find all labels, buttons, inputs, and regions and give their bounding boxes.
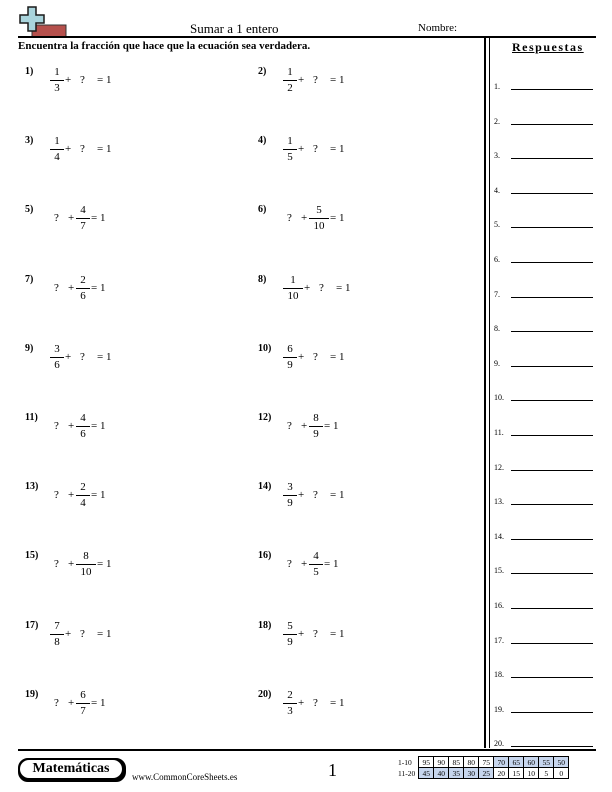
equals-one: = 1 [330, 74, 345, 86]
answer-blank[interactable] [511, 746, 593, 747]
unknown-blank: ? [54, 558, 59, 571]
unknown-blank: ? [287, 212, 292, 225]
unknown-blank: ? [80, 143, 85, 156]
fraction-bar [283, 634, 297, 635]
problem-number: 6) [258, 204, 267, 216]
answer-label: 11. [494, 428, 504, 437]
known-fraction [309, 204, 329, 233]
answer-line-16[interactable] [494, 596, 594, 610]
problem-19 [25, 689, 245, 749]
fraction-bar [50, 149, 64, 150]
plus-sign: + [301, 420, 308, 432]
known-fraction [309, 412, 323, 441]
brand-label: Matemáticas [32, 761, 110, 776]
score-cell: 30 [464, 768, 479, 779]
column-divider-inner [489, 36, 490, 748]
problem-number: 10) [258, 342, 272, 354]
plus-sign: + [298, 143, 305, 156]
problem-number: 5) [25, 204, 34, 216]
plus-sign: + [65, 350, 72, 363]
answer-label: 12. [494, 462, 504, 472]
problem-12 [258, 412, 478, 472]
numerator: 5 [287, 619, 293, 632]
answer-line-20[interactable] [494, 734, 594, 748]
answer-line-7[interactable] [494, 285, 594, 299]
equals-one: = 1 [91, 420, 106, 432]
website-link: www.CommonCoreSheets.es [132, 772, 238, 782]
equals-one: = 1 [97, 143, 112, 156]
score-cell: 10 [524, 768, 539, 779]
denominator: 8 [54, 635, 60, 648]
score-cell: 50 [554, 757, 569, 768]
numerator: 2 [80, 273, 86, 286]
problem-7 [25, 274, 245, 334]
score-cell: 5 [539, 768, 554, 779]
denominator: 4 [54, 151, 60, 164]
answer-blank[interactable] [511, 331, 593, 332]
denominator: 4 [80, 497, 86, 510]
score-table [396, 756, 569, 779]
plus-sign: + [68, 489, 75, 502]
unknown-blank: ? [319, 281, 324, 294]
answer-line-5[interactable] [494, 215, 594, 229]
footer-divider [18, 749, 596, 751]
numerator: 4 [80, 412, 86, 424]
unknown-blank: ? [313, 696, 318, 709]
problem-18 [258, 620, 478, 680]
score-cell: 15 [509, 768, 524, 779]
fraction-bar [76, 426, 90, 427]
answer-line-10[interactable] [494, 388, 594, 402]
answer-label: 19. [494, 704, 504, 714]
unknown-blank: ? [287, 558, 292, 571]
known-fraction [283, 135, 297, 164]
plus-sign: + [298, 696, 305, 709]
unknown-blank: ? [54, 420, 59, 432]
problem-number: 1) [25, 66, 34, 77]
unknown-blank: ? [313, 143, 318, 156]
answer-label: 5. [494, 220, 500, 230]
unknown-blank: ? [287, 420, 292, 432]
plus-sign: + [68, 558, 75, 571]
problem-13 [25, 481, 245, 541]
plus-sign: + [68, 281, 75, 294]
problem-number: 3) [25, 135, 34, 147]
score-cell: 0 [554, 768, 569, 779]
answer-line-15[interactable] [494, 561, 594, 575]
answer-line-9[interactable] [494, 354, 594, 368]
plus-sign: + [304, 281, 311, 294]
known-fraction [76, 274, 90, 303]
answer-line-18[interactable] [494, 665, 594, 679]
equals-one: = 1 [91, 212, 106, 225]
equals-one: = 1 [330, 696, 345, 709]
answer-line-8[interactable] [494, 319, 594, 333]
answer-blank[interactable] [511, 539, 593, 540]
problem-number: 17) [25, 619, 39, 631]
known-fraction [283, 274, 303, 303]
plus-sign: + [301, 212, 308, 225]
numerator: 3 [54, 342, 60, 355]
denominator: 9 [287, 358, 293, 371]
answer-blank[interactable] [511, 158, 593, 159]
answer-label: 18. [494, 670, 504, 680]
known-fraction [76, 204, 90, 233]
problem-number: 11) [25, 412, 38, 423]
answer-label: 9. [494, 358, 500, 368]
equals-one: = 1 [324, 420, 339, 432]
answer-line-4[interactable] [494, 181, 594, 195]
numerator: 8 [83, 550, 89, 563]
unknown-blank: ? [54, 212, 59, 225]
problem-20 [258, 689, 478, 749]
unknown-blank: ? [54, 489, 59, 502]
unknown-blank: ? [80, 74, 85, 86]
known-fraction [283, 66, 297, 95]
numerator: 1 [290, 273, 296, 286]
denominator: 6 [80, 428, 86, 440]
numerator: 1 [287, 66, 293, 78]
answer-blank[interactable] [511, 400, 593, 401]
numerator: 4 [313, 550, 319, 563]
score-cell: 90 [434, 757, 449, 768]
known-fraction [76, 481, 90, 510]
equals-one: = 1 [97, 627, 112, 640]
known-fraction [283, 689, 297, 718]
unknown-blank: ? [313, 74, 318, 86]
answer-blank[interactable] [511, 677, 593, 678]
score-cell: 65 [509, 757, 524, 768]
equals-one: = 1 [91, 281, 106, 294]
problem-9 [25, 343, 245, 403]
problem-number: 18) [258, 619, 272, 631]
answer-blank[interactable] [511, 124, 593, 125]
score-cell: 60 [524, 757, 539, 768]
problem-5 [25, 204, 245, 264]
score-cell: 25 [479, 768, 494, 779]
score-cell: 85 [449, 757, 464, 768]
equals-one: = 1 [330, 350, 345, 363]
fraction-bar [283, 149, 297, 150]
unknown-blank: ? [313, 489, 318, 502]
numerator: 6 [287, 342, 293, 355]
denominator: 9 [287, 497, 293, 510]
known-fraction [309, 550, 323, 579]
score-row-1-10 [396, 757, 569, 768]
numerator: 4 [80, 204, 86, 217]
plus-sign: + [68, 696, 75, 709]
problem-number: 8) [258, 273, 267, 285]
header-divider [18, 36, 596, 38]
answer-blank[interactable] [511, 608, 593, 609]
known-fraction [283, 343, 297, 372]
equals-one: = 1 [330, 143, 345, 156]
score-cell: 40 [434, 768, 449, 779]
problem-16 [258, 550, 478, 610]
known-fraction [76, 550, 96, 579]
problem-number: 4) [258, 135, 267, 147]
answer-line-3[interactable] [494, 146, 594, 160]
known-fraction [283, 481, 297, 510]
unknown-blank: ? [313, 627, 318, 640]
denominator: 7 [80, 704, 86, 717]
unknown-blank: ? [80, 350, 85, 363]
answer-label: 7. [494, 289, 500, 299]
problem-number: 7) [25, 273, 34, 285]
fraction-bar [283, 80, 297, 81]
fraction-bar [283, 703, 297, 704]
denominator: 3 [54, 82, 60, 94]
equals-one: = 1 [324, 558, 339, 571]
problem-number: 20) [258, 688, 272, 700]
denominator: 5 [313, 566, 319, 579]
fraction-bar [309, 564, 323, 565]
answer-blank[interactable] [511, 712, 593, 713]
fraction-bar [309, 218, 329, 219]
denominator: 9 [287, 635, 293, 648]
answer-blank[interactable] [511, 227, 593, 228]
answer-line-13[interactable] [494, 492, 594, 506]
fraction-bar [76, 564, 96, 565]
unknown-blank: ? [54, 281, 59, 294]
name-label: Nombre: [418, 22, 458, 34]
problem-number: 15) [25, 550, 39, 562]
equals-one: = 1 [336, 281, 351, 294]
score-row-label: 11-20 [398, 768, 416, 778]
denominator: 9 [313, 428, 319, 440]
problem-number: 12) [258, 412, 272, 423]
denominator: 7 [80, 220, 86, 233]
score-cell: 45 [419, 768, 434, 779]
answer-label: 13. [494, 497, 504, 507]
known-fraction [50, 135, 64, 164]
problem-number: 9) [25, 342, 34, 354]
plus-sign: + [298, 489, 305, 502]
answer-blank[interactable] [511, 435, 593, 436]
problem-number: 19) [25, 688, 39, 700]
plus-sign: + [298, 627, 305, 640]
column-divider [484, 36, 486, 748]
denominator: 6 [54, 358, 60, 371]
answer-line-11[interactable] [494, 423, 594, 437]
score-row-label: 1-10 [398, 757, 412, 767]
fraction-bar [309, 426, 323, 427]
score-cell: 55 [539, 757, 554, 768]
answer-line-2[interactable] [494, 112, 594, 126]
numerator: 5 [316, 204, 322, 217]
denominator: 6 [80, 289, 86, 302]
answer-blank[interactable] [511, 504, 593, 505]
problem-10 [258, 343, 478, 403]
instructions: Encuentra la fracción que hace que la ecuación sea verdadera. [18, 40, 311, 52]
answer-blank[interactable] [511, 366, 593, 367]
fraction-bar [76, 218, 90, 219]
answer-label: 2. [494, 116, 500, 126]
denominator: 10 [313, 220, 325, 233]
problem-15 [25, 550, 245, 610]
answer-blank[interactable] [511, 297, 593, 298]
answer-label: 10. [494, 393, 504, 403]
fraction-bar [283, 288, 303, 289]
fraction-bar [76, 703, 90, 704]
score-cell: 35 [449, 768, 464, 779]
numerator: 3 [287, 481, 293, 494]
equals-one: = 1 [97, 558, 112, 571]
known-fraction [50, 620, 64, 649]
fraction-bar [76, 288, 90, 289]
problem-17 [25, 620, 245, 680]
answer-line-6[interactable] [494, 250, 594, 264]
equals-one: = 1 [330, 489, 345, 502]
fraction-bar [50, 634, 64, 635]
answer-line-1[interactable] [494, 77, 594, 91]
answer-blank[interactable] [511, 470, 593, 471]
denominator: 3 [287, 704, 293, 717]
numerator: 1 [54, 135, 60, 148]
answer-line-14[interactable] [494, 527, 594, 541]
problem-number: 16) [258, 550, 272, 562]
problem-8 [258, 274, 478, 334]
answer-line-19[interactable] [494, 700, 594, 714]
plus-sign-icon [18, 5, 70, 39]
equals-one: = 1 [91, 489, 106, 502]
page-number: 1 [328, 760, 337, 780]
known-fraction [76, 412, 90, 441]
plus-sign: + [68, 212, 75, 225]
answer-label: 20. [494, 739, 504, 749]
answer-label: 6. [494, 255, 500, 264]
numerator: 7 [54, 619, 60, 632]
equals-one: = 1 [97, 74, 112, 86]
answer-label: 4. [494, 185, 500, 195]
denominator: 5 [287, 151, 293, 164]
unknown-blank: ? [80, 627, 85, 640]
problem-6 [258, 204, 478, 264]
numerator: 2 [287, 688, 293, 701]
numerator: 8 [313, 412, 319, 424]
score-cell: 75 [479, 757, 494, 768]
fraction-bar [283, 495, 297, 496]
plus-sign: + [65, 627, 72, 640]
score-row-11-20 [396, 768, 569, 779]
problem-4 [258, 135, 478, 195]
score-cell: 95 [419, 757, 434, 768]
plus-sign: + [298, 350, 305, 363]
answer-label: 16. [494, 601, 504, 610]
numerator: 2 [80, 481, 86, 494]
unknown-blank: ? [54, 696, 59, 709]
fraction-bar [50, 80, 64, 81]
fraction-bar [50, 357, 64, 358]
plus-sign: + [68, 420, 75, 432]
answer-label: 17. [494, 635, 504, 645]
score-cell: 20 [494, 768, 509, 779]
problem-1 [25, 66, 245, 126]
answer-blank[interactable] [511, 573, 593, 574]
known-fraction [50, 343, 64, 372]
denominator: 2 [287, 82, 293, 94]
fraction-bar [76, 495, 90, 496]
known-fraction [283, 620, 297, 649]
plus-sign: + [298, 74, 305, 86]
score-cell: 70 [494, 757, 509, 768]
problem-number: 2) [258, 66, 267, 77]
problem-14 [258, 481, 478, 541]
denominator: 10 [287, 289, 299, 302]
numerator: 6 [80, 688, 86, 701]
known-fraction [76, 689, 90, 718]
plus-sign: + [65, 74, 72, 86]
plus-sign: + [301, 558, 308, 571]
equals-one: = 1 [91, 696, 106, 709]
answer-line-12[interactable] [494, 458, 594, 472]
page-title: Sumar a 1 entero [190, 21, 279, 36]
answer-label: 3. [494, 151, 500, 161]
equals-one: = 1 [97, 350, 112, 363]
answer-blank[interactable] [511, 89, 593, 90]
answers-title: Respuestas [512, 40, 584, 54]
answer-line-17[interactable] [494, 631, 594, 645]
denominator: 10 [80, 566, 92, 579]
unknown-blank: ? [313, 350, 318, 363]
answer-label: 8. [494, 324, 500, 334]
answer-blank[interactable] [511, 262, 593, 263]
equals-one: = 1 [330, 627, 345, 640]
problem-11 [25, 412, 245, 472]
numerator: 1 [287, 135, 293, 148]
answer-label: 14. [494, 531, 504, 541]
fraction-bar [283, 357, 297, 358]
answer-blank[interactable] [511, 193, 593, 194]
numerator: 1 [54, 66, 60, 78]
equals-one: = 1 [330, 212, 345, 225]
problem-2 [258, 66, 478, 126]
plus-sign: + [65, 143, 72, 156]
known-fraction [50, 66, 64, 95]
answer-label: 1. [494, 82, 500, 91]
problem-number: 14) [258, 481, 272, 493]
problem-3 [25, 135, 245, 195]
answer-label: 15. [494, 566, 504, 576]
problem-number: 13) [25, 481, 39, 493]
answer-blank[interactable] [511, 643, 593, 644]
score-cell: 80 [464, 757, 479, 768]
